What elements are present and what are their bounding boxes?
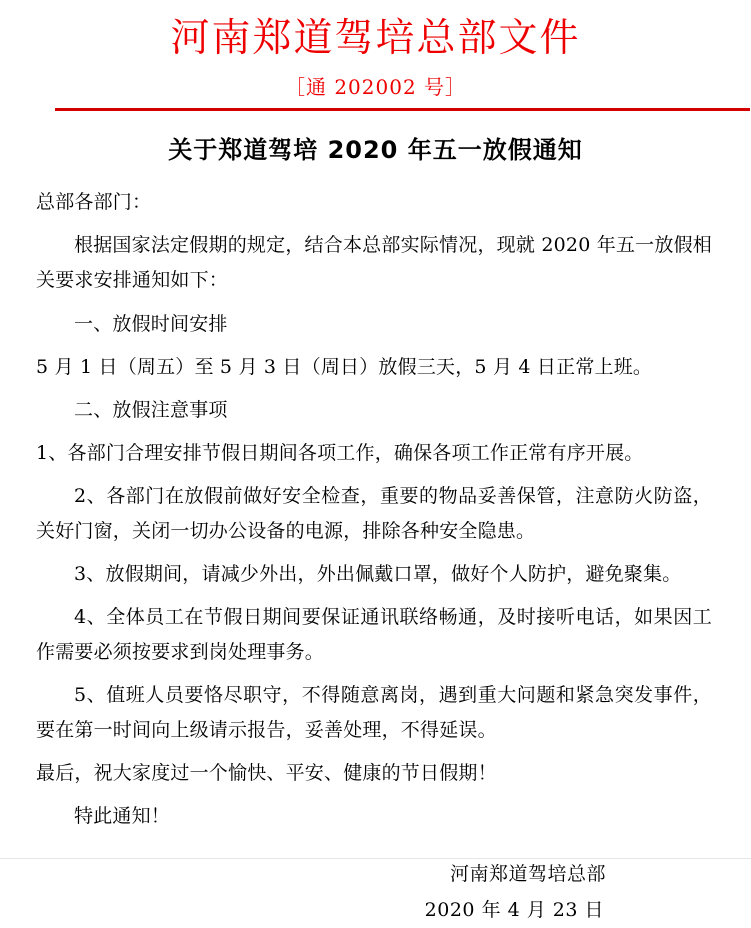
closing-wish: 最后，祝大家度过一个愉快、平安、健康的节日假期！	[36, 762, 497, 784]
notice-item-3: 3、放假期间，请减少外出，外出佩戴口罩，做好个人防护，避免聚集。	[74, 563, 682, 585]
organization-title: 河南郑道驾培总部文件	[170, 16, 581, 61]
notice-item-2: 2、各部门在放假前做好安全检查，重要的物品妥善保管，注意防火防盗，关好门窗，关闭一切办公设备的电源，排除各种安全隐患。	[36, 485, 712, 542]
page-title: 关于郑道驾培 2020 年五一放假通知	[168, 136, 583, 164]
notice-item-5: 5、值班人员要恪尽职守，不得随意离岗，遇到重大问题和紧急突发事件，要在第一时间向上级请示报告，妥善处理，不得延误。	[36, 684, 712, 741]
signature-organization: 河南郑道驾培总部	[449, 863, 606, 885]
section-heading-two: 二、放假注意事项	[74, 399, 228, 421]
paragraph-intro: 根据国家法定假期的规定，结合本总部实际情况，现就 2020 年五一放假相关要求安排通知如下：	[36, 234, 712, 291]
masthead-red-rule	[55, 108, 750, 111]
salutation: 总部各部门：	[36, 191, 152, 213]
signature-date: 2020 年 4 月 23 日	[424, 899, 604, 921]
signature-block	[36, 856, 712, 928]
masthead	[0, 0, 751, 111]
section-heading-one: 一、放假时间安排	[74, 313, 228, 335]
notice-item-4: 4、全体员工在节假日期间要保证通讯联络畅通，及时接听电话，如果因工作需要必须按要求到岗处理事务。	[36, 606, 712, 663]
document-body	[0, 185, 751, 928]
closing-notice: 特此通知！	[74, 805, 171, 827]
holiday-dates: 5 月 1 日（周五）至 5 月 3 日（周日）放假三天，5 月 4 日正常上班。	[36, 356, 653, 378]
document-number: ［通 202002 号］	[284, 75, 467, 99]
notice-item-1: 1、各部门合理安排节假日期间各项工作，确保各项工作正常有序开展。	[36, 442, 644, 464]
